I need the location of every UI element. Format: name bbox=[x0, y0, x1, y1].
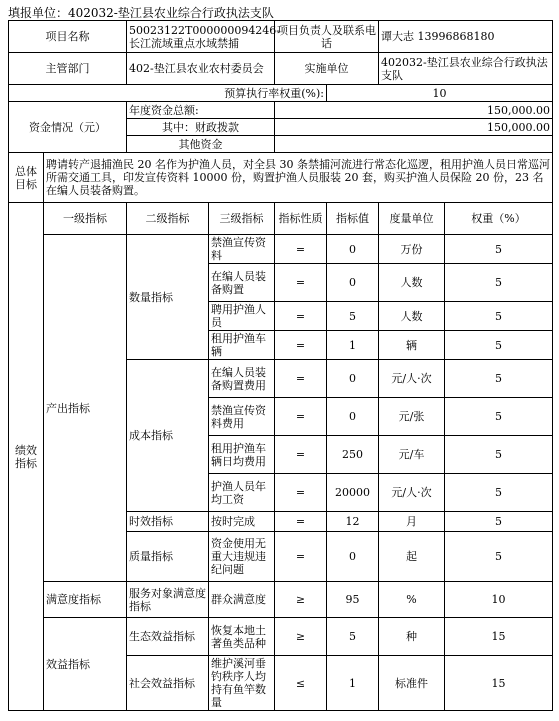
l3-cell: 恢复本地土著鱼类品种 bbox=[209, 618, 275, 656]
l1-benefit: 效益指标 bbox=[44, 618, 127, 711]
value-cell: 0 bbox=[327, 235, 379, 264]
l3-cell: 聘用护渔人员 bbox=[209, 302, 275, 331]
nature-cell: = bbox=[275, 532, 327, 582]
unit-cell: 元/车 bbox=[379, 436, 445, 474]
unit-cell: 人数 bbox=[379, 264, 445, 302]
l3-cell: 租用护渔车辆 bbox=[209, 331, 275, 360]
l3-cell: 禁渔宣传资料费用 bbox=[209, 398, 275, 436]
l3-cell: 在编人员装备购置 bbox=[209, 264, 275, 302]
l3-cell: 租用护渔车辆日均费用 bbox=[209, 436, 275, 474]
project-name-label: 项目名称 bbox=[9, 21, 127, 53]
nature-cell: = bbox=[275, 360, 327, 398]
report-unit-header: 填报单位：402032-垫江县农业综合行政执法支队 bbox=[8, 6, 274, 20]
weight-cell: 5 bbox=[445, 474, 553, 512]
l3-cell: 禁渔宣传资料 bbox=[209, 235, 275, 264]
weight-cell: 5 bbox=[445, 398, 553, 436]
l2-timeliness: 时效指标 bbox=[127, 512, 209, 532]
unit-cell: 万份 bbox=[379, 235, 445, 264]
col-header-value: 指标值 bbox=[327, 203, 379, 235]
l1-output: 产出指标 bbox=[44, 235, 127, 582]
weight-cell: 15 bbox=[445, 618, 553, 656]
nature-cell: ≥ bbox=[275, 582, 327, 618]
col-header-weight: 权重（%） bbox=[445, 203, 553, 235]
fiscal-fund-value: 150,000.00 bbox=[275, 119, 553, 136]
nature-cell: = bbox=[275, 235, 327, 264]
impl-label: 实施单位 bbox=[275, 53, 379, 85]
table-row bbox=[9, 235, 553, 264]
unit-cell: 人数 bbox=[379, 302, 445, 331]
goal-label: 总体目标 bbox=[9, 153, 44, 203]
unit-cell: 辆 bbox=[379, 331, 445, 360]
weight-cell: 15 bbox=[445, 656, 553, 711]
l3-cell: 护渔人员年均工资 bbox=[209, 474, 275, 512]
value-cell: 5 bbox=[327, 618, 379, 656]
unit-cell: 元/张 bbox=[379, 398, 445, 436]
fiscal-fund-label: 其中：财政拨款 bbox=[127, 119, 275, 136]
col-header-l3: 三级指标 bbox=[209, 203, 275, 235]
value-cell: 20000 bbox=[327, 474, 379, 512]
value-cell: 250 bbox=[327, 436, 379, 474]
nature-cell: = bbox=[275, 512, 327, 532]
nature-cell: = bbox=[275, 436, 327, 474]
nature-cell: = bbox=[275, 264, 327, 302]
l3-cell: 资金使用无重大违规违纪问题 bbox=[209, 532, 275, 582]
value-cell: 1 bbox=[327, 656, 379, 711]
weight-cell: 5 bbox=[445, 235, 553, 264]
goal-text: 聘请转产退捕渔民 20 名作为护渔人员，对全县 30 条禁捕河流进行常态化巡逻，租用护渔人员日常巡河所需交通工具，印发宣传资料 10000 份，购置护渔人员服装 20 套，购买护渔人员保险 20 份，23 名在编人员装备购置。 bbox=[44, 153, 553, 203]
dept-label: 主管部门 bbox=[9, 53, 127, 85]
l2-service-satisfaction: 服务对象满意度指标 bbox=[127, 582, 209, 618]
leader-value: 谭大志 13996868180 bbox=[379, 21, 553, 53]
nature-cell: = bbox=[275, 331, 327, 360]
other-fund-label: 其他资金 bbox=[127, 136, 275, 153]
weight-cell: 5 bbox=[445, 264, 553, 302]
weight-cell: 5 bbox=[445, 436, 553, 474]
nature-cell: = bbox=[275, 302, 327, 331]
value-cell: 95 bbox=[327, 582, 379, 618]
l3-cell: 群众满意度 bbox=[209, 582, 275, 618]
table-row bbox=[9, 618, 553, 656]
weight-cell: 5 bbox=[445, 331, 553, 360]
value-cell: 0 bbox=[327, 360, 379, 398]
weight-cell: 5 bbox=[445, 532, 553, 582]
weight-value: 10 bbox=[327, 85, 553, 102]
value-cell: 5 bbox=[327, 302, 379, 331]
weight-label: 预算执行率权重(%): bbox=[9, 85, 327, 102]
unit-cell: 种 bbox=[379, 618, 445, 656]
col-header-l1: 一级指标 bbox=[44, 203, 127, 235]
l3-cell: 在编人员装备购置费用 bbox=[209, 360, 275, 398]
fund-label: 资金情况（元） bbox=[9, 102, 127, 153]
l2-ecological: 生态效益指标 bbox=[127, 618, 209, 656]
unit-cell: 元/人·次 bbox=[379, 360, 445, 398]
unit-cell: % bbox=[379, 582, 445, 618]
total-fund-value: 150,000.00 bbox=[275, 102, 553, 119]
dept-value: 402-垫江县农业农村委员会 bbox=[127, 53, 275, 85]
unit-cell: 标准件 bbox=[379, 656, 445, 711]
performance-target-table bbox=[8, 20, 553, 711]
col-header-l2: 二级指标 bbox=[127, 203, 209, 235]
nature-cell: = bbox=[275, 474, 327, 512]
weight-cell: 5 bbox=[445, 360, 553, 398]
l1-satisfaction: 满意度指标 bbox=[44, 582, 127, 618]
l3-cell: 维护溪河垂钓秩序人均持有鱼竿数量 bbox=[209, 656, 275, 711]
l3-cell: 按时完成 bbox=[209, 512, 275, 532]
value-cell: 12 bbox=[327, 512, 379, 532]
unit-cell: 元/人·次 bbox=[379, 474, 445, 512]
total-fund-label: 年度资金总额: bbox=[127, 102, 275, 119]
impl-value: 402032-垫江县农业综合行政执法支队 bbox=[379, 53, 553, 85]
l2-social: 社会效益指标 bbox=[127, 656, 209, 711]
table-row bbox=[9, 582, 553, 618]
weight-cell: 5 bbox=[445, 302, 553, 331]
nature-cell: ≤ bbox=[275, 656, 327, 711]
perf-label: 绩效指标 bbox=[9, 203, 44, 711]
unit-cell: 月 bbox=[379, 512, 445, 532]
col-header-unit: 度量单位 bbox=[379, 203, 445, 235]
nature-cell: = bbox=[275, 398, 327, 436]
other-fund-value bbox=[275, 136, 553, 153]
value-cell: 0 bbox=[327, 532, 379, 582]
unit-cell: 起 bbox=[379, 532, 445, 582]
weight-cell: 10 bbox=[445, 582, 553, 618]
l2-quantity: 数量指标 bbox=[127, 235, 209, 360]
l2-cost: 成本指标 bbox=[127, 360, 209, 512]
value-cell: 0 bbox=[327, 398, 379, 436]
project-name-value: 50023122T000000094246-长江流域重点水域禁捕 bbox=[127, 21, 275, 53]
col-header-nature: 指标性质 bbox=[275, 203, 327, 235]
l2-quality: 质量指标 bbox=[127, 532, 209, 582]
weight-cell: 5 bbox=[445, 512, 553, 532]
value-cell: 1 bbox=[327, 331, 379, 360]
nature-cell: ≥ bbox=[275, 618, 327, 656]
leader-label: 项目负责人及联系电话 bbox=[275, 21, 379, 53]
value-cell: 0 bbox=[327, 264, 379, 302]
